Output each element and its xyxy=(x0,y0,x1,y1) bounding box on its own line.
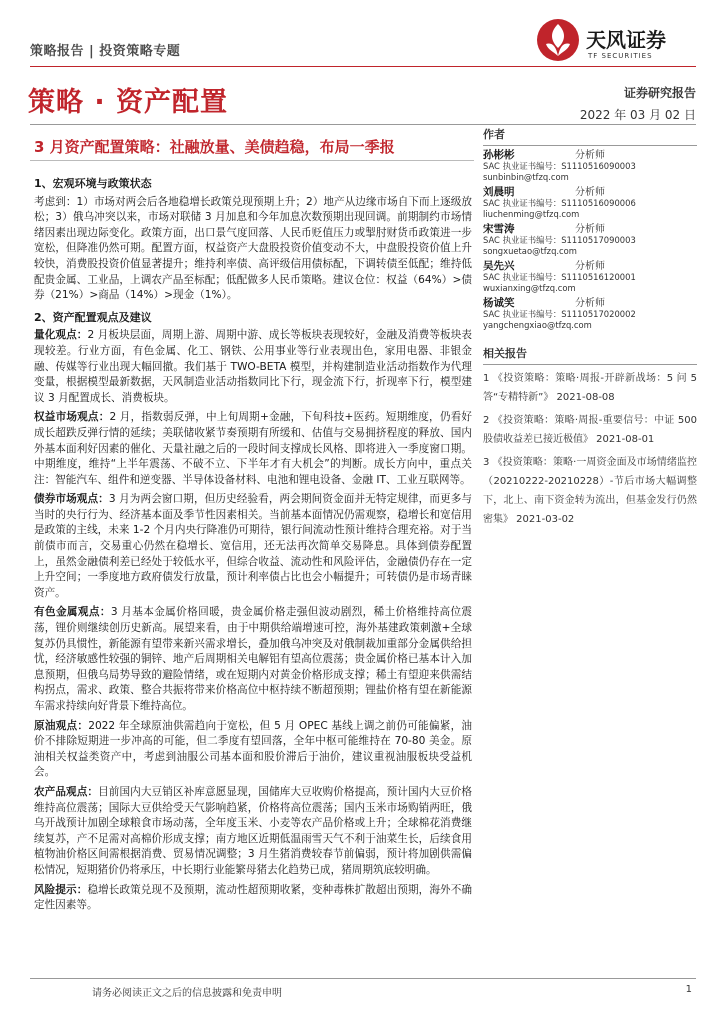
section-heading: 1、宏观环境与政策状态 xyxy=(34,177,152,190)
paragraph-quant xyxy=(34,328,472,406)
paragraph-label: 农产品观点： xyxy=(34,785,99,798)
authors-heading: 作者 xyxy=(483,126,697,146)
section-macro xyxy=(34,176,472,304)
author-role: 分析师 xyxy=(575,150,605,161)
sidebar xyxy=(483,124,697,529)
author-role: 分析师 xyxy=(575,224,605,235)
paragraph-risk xyxy=(34,883,472,914)
paragraph-label: 权益市场观点： xyxy=(34,411,110,424)
paragraph-text: 2022 年全球原油供需趋向于宽松，但 5 月 OPEC 基线上调之前仍可能偏紧，油价不排除短期进一步冲高的可能，但二季度有望回落，全年中枢可能维持在 70-80 美金。原油相关权益类资产中，考虑到油服公司基本面和股价滞后于油价，建议重视油服板块受益机会。 xyxy=(34,719,473,779)
logo-name-cn: 天风证券 xyxy=(586,28,666,52)
related-reports-heading: 相关报告 xyxy=(483,345,697,365)
section-heading: 2、资产配置观点及建议 xyxy=(34,310,152,324)
related-report-item[interactable]: 1 《投资策略：策略·周报-开辟新战场：5 问 5 答“专精特新”》 2021-08-08 xyxy=(483,373,697,403)
paragraph-agri xyxy=(34,785,472,879)
paragraph-label: 风险提示： xyxy=(34,883,88,896)
report-subtitle: 3 月资产配置策略：社融放量、美债趋稳，布局一季报 xyxy=(34,138,395,156)
author-name: 杨诚笑 xyxy=(483,297,515,309)
author-card xyxy=(483,261,697,294)
paragraph-oil xyxy=(34,719,472,781)
author-card xyxy=(483,298,697,331)
author-cert: SAC 执业证书编号：S1110517090003 xyxy=(483,235,636,245)
paragraph-label: 债券市场观点： xyxy=(34,493,109,506)
paragraph-bond xyxy=(34,492,472,601)
footer-divider xyxy=(30,978,696,979)
paragraph-text: 稳增长政策兑现不及预期，流动性超预期收紧，变种毒株扩散超出预期，海外不确定性因素等。 xyxy=(34,883,473,912)
paragraph-text: 考虑到：1）市场对两会后各地稳增长政策兑现预期上升；2）地产从边缘市场自下而上逐级放松；3）俄乌冲突以来，市场对联储 3 月加息和今年加息次数预期出现回调。前期制约市场情绪因素出现边际变化。政策方面，出口景气度回落、人民币贬值压力或掣肘财货币政策进一步宽松，但降准仍然可期。配置方面，权益资产大盘股投资价值变动不大，中盘股投资价值上升较快，消费股投资价值显著提升；维持利率债、高评级信用债标配，下调转债至低配；维持低配贵金属、工业品，上调农产品至标配；低配做多人民币策略。建议仓位：权益（64%）>债券（21%）>商品（14%）>现金（1%）。 xyxy=(34,195,472,302)
report-org: 证券研究报告 xyxy=(623,86,696,100)
paragraph-label: 有色金属观点： xyxy=(34,606,111,619)
logo-name-en: TF SECURITIES xyxy=(588,52,653,60)
report-category: 策略报告 | 投资策略专题 xyxy=(30,44,181,59)
page-title: 策略 · 资产配置 xyxy=(28,87,229,118)
author-card xyxy=(483,187,697,220)
tf-logo-icon xyxy=(536,18,580,62)
author-name: 刘晨明 xyxy=(483,186,515,198)
company-logo xyxy=(536,18,696,64)
paragraph-label: 原油观点： xyxy=(34,719,89,732)
paragraph-text: 目前国内大豆销区补库意愿显现，国储库大豆收购价格提高，预计国内大豆价格维持高位震荡；国际大豆供给受天气影响趋紧，价格将高位震荡；国内玉米市场购销两旺，俄乌开战预计加剧全球粮食市场动荡，全年度玉米、小麦等农产品价格或上升；全球棉花消费继续复苏，产不足需对高棉价形成支撑；南方地区近期低温雨雪天气不利于油菜生长，后续食用植物油价格区间需根据消费、贸易情况调整；3 月生猪消费较春节前偏弱，预计将加剧供需偏松情况，短期猪价仍将承压，中长期行业能繁母猪去化趋势已成，猪周期筑底较明确。 xyxy=(34,785,473,876)
paragraph-text: 3 月基本金属价格回暖，贵金属价格走强但波动剧烈，稀土价格维持高位震荡，锂价则继续创历史新高。展望来看，由于中期供给端增速可控，海外基建政策刺激+全球复苏仍具惯性，新能源有望带来新兴需求增长，叠加俄乌冲突及对俄制裁加重部分金属供给担忧，经济敏感性较强的铜锌、地产后周期相关电解铝有望高位震荡；贵金属价格已基本计入加息预期，但俄乌局势导致的避险情绪，或在短期内对黄金价格形成支撑；稀土有望迎来供需结构拐点，需求、政策、整合共振将带来价格高位中枢持续不断超预期；锂盐价格有望在新能源车需求持续向好背景下维持高位。 xyxy=(34,606,473,712)
author-cert: SAC 执业证书编号：S1110516120001 xyxy=(483,272,636,282)
paragraph-label: 量化观点： xyxy=(34,329,88,342)
author-name: 吴先兴 xyxy=(483,260,515,272)
author-cert: SAC 执业证书编号：S1110516090003 xyxy=(483,161,636,171)
author-email[interactable]: wuxianxing@tfzq.com xyxy=(483,283,576,293)
author-cert: SAC 执业证书编号：S1110517020002 xyxy=(483,309,636,319)
author-cert: SAC 执业证书编号：S1110516090006 xyxy=(483,198,636,208)
paragraph-metals xyxy=(34,605,472,714)
author-email[interactable]: sunbinbin@tfzq.com xyxy=(483,172,569,182)
related-report-item[interactable]: 2 《投资策略：策略·周报-重要信号：中证 500 股债收益差已接近极值》 2021-08-01 xyxy=(483,415,697,445)
author-email[interactable]: yangchengxiao@tfzq.com xyxy=(483,320,592,330)
section-allocation xyxy=(34,310,472,914)
author-role: 分析师 xyxy=(575,298,605,309)
author-role: 分析师 xyxy=(575,187,605,198)
author-name: 孙彬彬 xyxy=(483,149,515,161)
author-email[interactable]: liuchenming@tfzq.com xyxy=(483,209,580,219)
related-report-item[interactable]: 3 《投资策略：策略·一周资金面及市场情绪监控（20210222-20210228）-节后市场大幅调整下，北上、南下资金转为流出，但基金发行仍然密集》 2021-03-02 xyxy=(483,457,697,525)
author-card xyxy=(483,224,697,257)
header-divider xyxy=(30,66,696,67)
page-number: 1 xyxy=(685,984,692,995)
author-name: 宋雪涛 xyxy=(483,223,515,235)
main-body xyxy=(34,170,472,918)
report-date: 2022 年 03 月 02 日 xyxy=(579,108,696,122)
paragraph xyxy=(34,195,472,304)
author-role: 分析师 xyxy=(575,261,605,272)
subtitle-divider xyxy=(30,160,474,161)
paragraph-equity xyxy=(34,410,472,488)
paragraph-text: 3 月为两会窗口期，但历史经验看，两会期间资金面并无特定规律，而更多与当时的央行行为、经济基本面及季节性因素相关。当前基本面情况仍需观察，稳增长和宽信用是政策的主线，未来 1-2 个月内央行降准仍可期待，银行间流动性预计维持合理充裕。对于当前债市而言，交易重心仍然在稳增长、宽信用，还无法再次简单交易降息。具体到债券配置上，虽然金融债利差已经处于较低水平，但综合收益、流动性和风险评估，金融债仍存在一定上升空间；一季度地方政府债发行放量，预计利率债占比也会小幅提升；可转债仍是市场青睐资产。 xyxy=(34,493,473,599)
footer-disclaimer: 请务必阅读正文之后的信息披露和免责申明 xyxy=(92,988,282,999)
author-email[interactable]: songxuetao@tfzq.com xyxy=(483,246,577,256)
author-card xyxy=(483,150,697,183)
paragraph-text: 2 月，指数弱反弹，中上旬周期+金融，下旬科技+医药。短期维度，仍看好成长超跌反弹行情的延续；美联储收紧节奏预期有所缓和、估值与交易拥挤程度的释放、国内外基本面利好因素的催化、天量社融之后的一段时间支撑成长风格、即将进入一季度窗口期。中期维度，维持“上半年震荡、不破不立、下半年才有大机会”的判断。成长方向中，重点关注：智能汽车、组件和逆变器、半导体设备材料、电池和锂电设备、金融 IT、工业互联网等。 xyxy=(34,411,473,486)
paragraph-text: 2 月板块层面，周期上游、周期中游、成长等板块表现较好，金融及消费等板块表现较差。行业方面，有色金属、化工、钢铁、公用事业等行业表现出色，家用电器、非银金融、传媒等行业出现大幅回撤。我们基于 TWO-BETA 模型，并构建制造业活动指数作为代理变量，根据模型最新数据，天风制造业活动指数同比下行，现金流下行，折现率下行，模型建议 3 月配置成长、消费板块。 xyxy=(34,329,473,404)
